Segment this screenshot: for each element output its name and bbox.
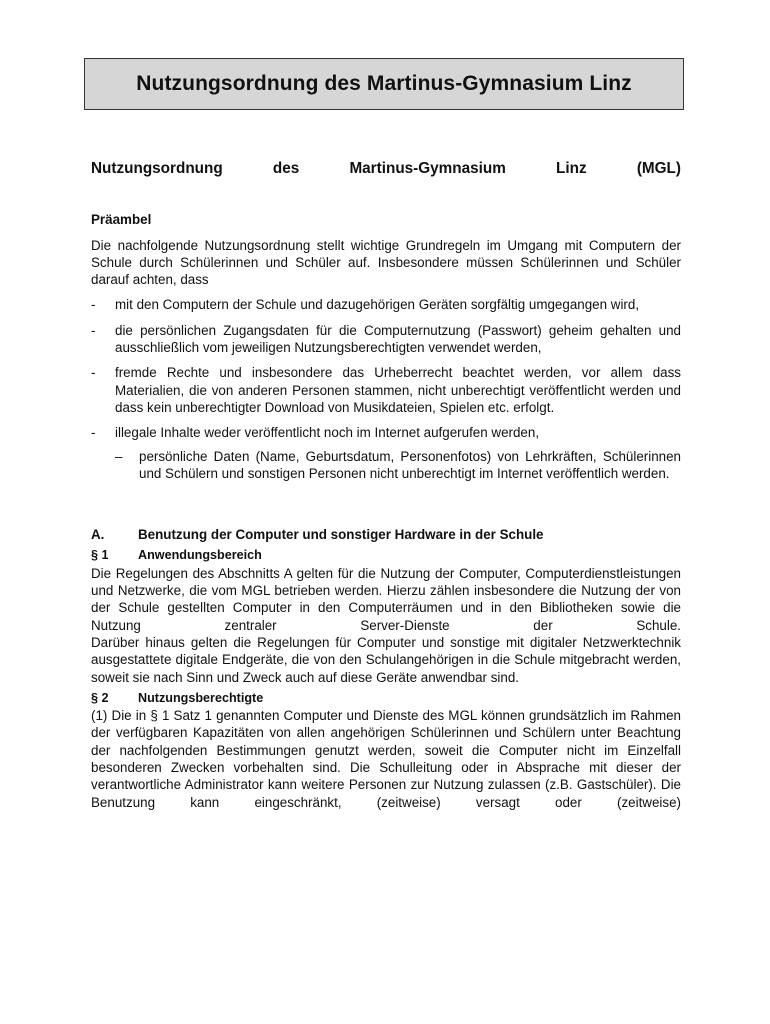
subtitle-word: Martinus-Gymnasium — [349, 160, 506, 177]
list-item — [91, 322, 681, 357]
endash-bullet: – — [115, 448, 123, 464]
document-title: Nutzungsordnung des Martinus-Gymnasium Linz — [136, 72, 632, 95]
praeambel-sublist — [115, 448, 681, 483]
subtitle-word: (MGL) — [636, 160, 681, 177]
paragraph-2-text: (1) Die in § 1 Satz 1 genannten Computer und Dienste des MGL können grundsätzlich im Rahmen der verfügbaren Kapazitäten von allen angehörigen Schülerinnen und Schülern unter Beachtung der nachfolgenden Bestimmungen genutzt werden, soweit die Computer nicht im Einzelfall besonderen Zwecken vorbehalten sind. Die Schulleitung oder in Absprache mit dieser der verantwortliche Administrator kann weitere Personen zur Nutzung zulassen (z.B. Gastschüler). Die Benutzung kann eingeschränkt, (zeitweise) versagt oder (zeitweise) — [91, 708, 681, 810]
dash-bullet: - — [91, 425, 96, 441]
paragraph-2-heading — [91, 690, 681, 707]
section-title: Benutzung der Computer und sonstiger Hardware in der Schule — [138, 527, 544, 543]
list-item — [91, 424, 681, 482]
paragraph-number: § 2 — [91, 690, 109, 705]
subtitle-word: Linz — [556, 160, 587, 177]
section-number: A. — [91, 527, 105, 543]
paragraph-1-text-continued: Darüber hinaus gelten die Regelungen für Computer und sonstige mit digitaler Netzwerktechnik ausgestattete digitale Endgeräte, die von den Schulangehörigen in die Schule mitgebracht werden, soweit sie nach Sinn und Zweck auch auf diese Geräte anwendbar sind. — [91, 634, 681, 685]
paragraph-1-heading — [91, 547, 681, 564]
paragraph-title: Nutzungsberechtigte — [138, 690, 264, 705]
title-box — [84, 58, 684, 110]
list-item — [91, 296, 681, 313]
dash-bullet: - — [91, 297, 96, 313]
dash-bullet: - — [91, 365, 96, 381]
praeambel-intro: Die nachfolgende Nutzungsordnung stellt wichtige Grundregeln im Umgang mit Computern der Schule durch Schülerinnen und Schüler auf. Insbesondere müssen Schülerinnen und Schüler darauf achten, dass — [91, 237, 681, 288]
list-item-text: illegale Inhalte weder veröffentlicht noch im Internet aufgerufen werden, — [115, 425, 540, 441]
sublist-item — [115, 448, 681, 483]
document-body — [91, 160, 681, 811]
sublist-item-text: persönliche Daten (Name, Geburtsdatum, Personenfotos) von Lehrkräften, Schülerinnen und Schülern und sonstigen Personen nicht unberechtigt im Internet veröffentlich werden. — [139, 448, 681, 481]
paragraph-1-text: Die Regelungen des Abschnitts A gelten für die Nutzung der Computer, Computerdienstleistungen und Netzwerke, die vom MGL betrieben werden. Hierzu zählen insbesondere die Nutzung der von der Schule gestellten Computer in den Computerräumen und in den Bibliotheken sowie die Nutzung zentraler Server-Dienste der Schule. — [91, 565, 681, 633]
praeambel-heading: Präambel — [91, 212, 152, 228]
praeambel-list — [91, 296, 681, 482]
subtitle-word: des — [272, 160, 300, 177]
subtitle-word: Nutzungsordnung — [91, 160, 223, 177]
paragraph-title: Anwendungsbereich — [138, 548, 262, 563]
list-item-text: mit den Computern der Schule und dazugehörigen Geräten sorgfältig umgegangen wird, — [115, 297, 640, 313]
list-item — [91, 364, 681, 416]
document-subtitle — [91, 160, 681, 177]
list-item-text: die persönlichen Zugangsdaten für die Computernutzung (Passwort) geheim gehalten und ausschließlich vom jeweiligen Nutzungsberechtigten verwendet werden, — [115, 322, 681, 356]
list-item-text: fremde Rechte und insbesondere das Urheberrecht beachtet werden, vor allem dass Materialien, die von anderen Personen stammen, nicht unberechtigt veröffentlicht werden und dass kein unberechtigter Download von Musikdateien, Spielen etc. erfolgt. — [115, 365, 681, 415]
paragraph-number: § 1 — [91, 548, 109, 563]
dash-bullet: - — [91, 322, 96, 338]
section-a-heading — [91, 526, 681, 543]
